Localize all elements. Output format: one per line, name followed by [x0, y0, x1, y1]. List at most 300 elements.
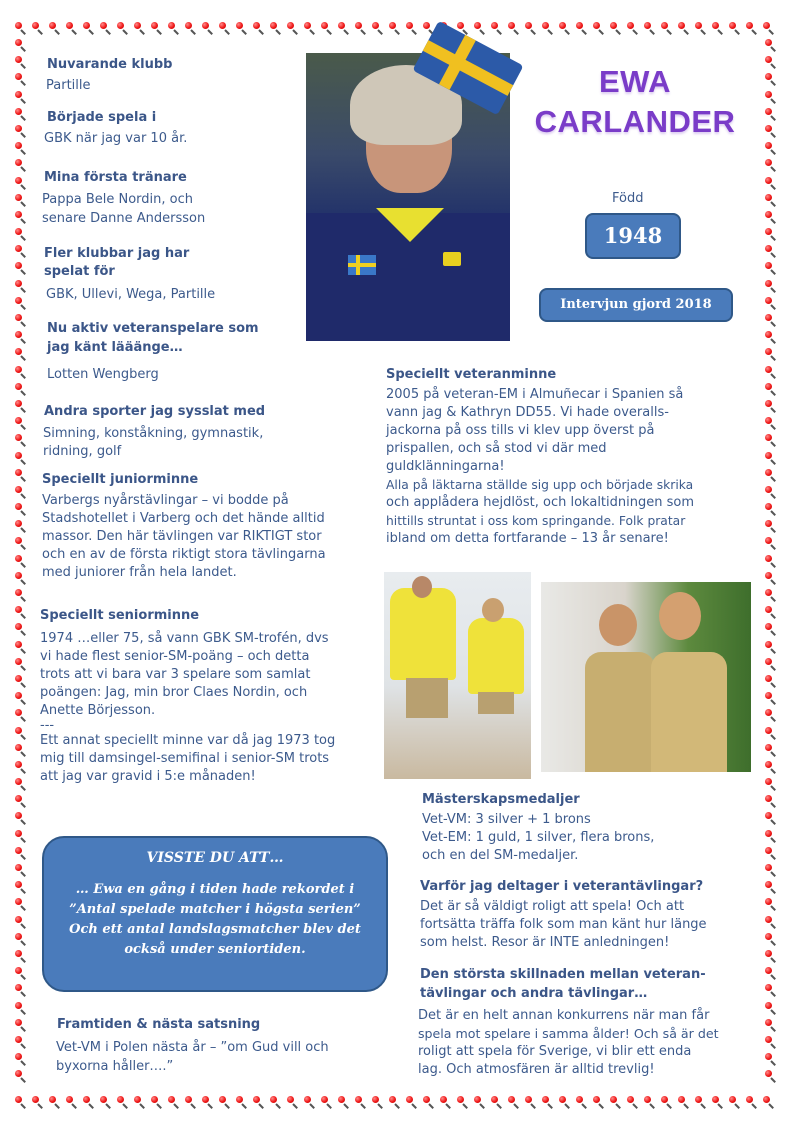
pushpin-icon — [252, 1094, 269, 1111]
pushpin-icon — [14, 570, 31, 587]
pushpin-icon — [14, 690, 31, 707]
did-you-know-title: VISSTE DU ATT… — [146, 850, 284, 866]
pushpin-icon — [764, 742, 781, 759]
pushpin-icon — [201, 20, 218, 37]
born-label: Född — [612, 191, 644, 206]
name-last: CARLANDER — [534, 104, 736, 139]
pin-border-right — [764, 37, 781, 1085]
shirt-badge-icon — [443, 252, 461, 266]
pushpin-icon — [764, 518, 781, 535]
pushpin-icon — [14, 553, 31, 570]
pushpin-icon — [405, 20, 422, 37]
pushpin-icon — [764, 209, 781, 226]
future-line-1: Vet-VM i Polen nästa år – ”om Gud vill och — [56, 1040, 329, 1055]
portrait-collar — [376, 208, 444, 242]
difference-heading-1: Den största skillnaden mellan veteran- — [420, 967, 706, 982]
pushpin-icon — [626, 20, 643, 37]
pushpin-icon — [14, 587, 31, 604]
pushpin-icon — [14, 398, 31, 415]
difference-line: Det är en helt annan konkurrens när man får — [418, 1008, 710, 1023]
pushpin-icon — [14, 639, 31, 656]
pushpin-icon — [65, 1094, 82, 1111]
pushpin-icon — [14, 71, 31, 88]
pushpin-icon — [764, 948, 781, 965]
pushpin-icon — [764, 37, 781, 54]
pushpin-icon — [303, 1094, 320, 1111]
pushpin-icon — [764, 295, 781, 312]
difference-text — [418, 1007, 719, 1079]
junior-line: och en av de första riktigt stora tävlingarna — [42, 547, 326, 562]
veteran-memory-line: vann jag & Kathryn DD55. Vi hade overalls- — [386, 405, 669, 420]
pushpin-icon — [764, 828, 781, 845]
senior-line: poängen: Jag, min bror Claes Nordin, och — [40, 685, 308, 700]
veteran-memory-line: och applådera hejdlöst, och lokaltidningen som — [386, 495, 694, 510]
sports-heading: Andra sporter jag sysslat med — [44, 404, 266, 419]
pushpin-icon — [764, 484, 781, 501]
pushpin-icon — [764, 381, 781, 398]
pushpin-icon — [14, 346, 31, 363]
pushpin-icon — [14, 501, 31, 518]
person-a-head — [599, 604, 637, 646]
pushpin-icon — [764, 54, 781, 71]
pushpin-icon — [764, 793, 781, 810]
pushpin-icon — [764, 553, 781, 570]
pushpin-icon — [14, 209, 31, 226]
difference-line: roligt att spela för Sverige, vi blir ett enda — [418, 1044, 692, 1059]
pushpin-icon — [167, 1094, 184, 1111]
senior-line: --- — [40, 718, 55, 733]
pin-border-top — [14, 20, 779, 37]
pushpin-icon — [116, 20, 133, 37]
pushpin-icon — [507, 1094, 524, 1111]
pushpin-icon — [286, 20, 303, 37]
pushpin-icon — [14, 140, 31, 157]
pushpin-icon — [711, 20, 728, 37]
did-you-know-line: … Ewa en gång i tiden hade rekordet i — [75, 882, 355, 897]
did-you-know-line: Och ett antal landslagsmatcher blev det — [69, 922, 361, 937]
pushpin-icon — [609, 20, 626, 37]
gold-dresses-photo — [541, 582, 751, 772]
pushpin-icon — [14, 776, 31, 793]
why-line: som helst. Resor är INTE anledningen! — [420, 935, 670, 950]
pushpin-icon — [14, 89, 31, 106]
coaches-line-1: Pappa Bele Nordin, och — [42, 192, 193, 207]
pushpin-icon — [473, 1094, 490, 1111]
medals-heading: Mästerskapsmedaljer — [422, 792, 580, 807]
pushpin-icon — [388, 20, 405, 37]
junior-line: massor. Den här tävlingen var RIKTIGT stor — [42, 529, 322, 544]
started-text: GBK när jag var 10 år. — [44, 131, 188, 146]
clubs-text: GBK, Ullevi, Wega, Partille — [46, 287, 216, 302]
pushpin-icon — [14, 982, 31, 999]
person-a-dress — [585, 652, 655, 772]
veteran-memory-line: Alla på läktarna ställde sig upp och började skrika — [386, 478, 694, 492]
pushpin-icon — [764, 1017, 781, 1034]
pushpin-icon — [764, 450, 781, 467]
pushpin-icon — [252, 20, 269, 37]
pushpin-icon — [320, 1094, 337, 1111]
pushpin-icon — [14, 312, 31, 329]
pushpin-icon — [764, 415, 781, 432]
coaches-line-2: senare Danne Andersson — [42, 211, 206, 226]
pushpin-icon — [764, 810, 781, 827]
pushpin-icon — [507, 20, 524, 37]
pushpin-icon — [764, 329, 781, 346]
pushpin-icon — [728, 20, 745, 37]
person-right-head — [482, 598, 504, 622]
pushpin-icon — [643, 1094, 660, 1111]
pushpin-icon — [167, 20, 184, 37]
pushpin-icon — [764, 89, 781, 106]
pushpin-icon — [764, 501, 781, 518]
pushpin-icon — [99, 20, 116, 37]
pushpin-icon — [764, 587, 781, 604]
pushpin-icon — [541, 1094, 558, 1111]
pushpin-icon — [728, 1094, 745, 1111]
pushpin-icon — [764, 759, 781, 776]
pushpin-icon — [14, 896, 31, 913]
senior-line: mig till damsingel-semifinal i senior-SM trots — [40, 751, 330, 766]
why-text — [420, 898, 707, 952]
pushpin-icon — [694, 20, 711, 37]
pushpin-icon — [337, 1094, 354, 1111]
pushpin-icon — [764, 725, 781, 742]
pushpin-icon — [592, 1094, 609, 1111]
medals-line: och en del SM-medaljer. — [422, 848, 579, 863]
junior-line: Varbergs nyårstävlingar – vi bodde på — [42, 493, 289, 508]
junior-line: med juniorer från hela landet. — [42, 565, 237, 580]
pushpin-icon — [764, 278, 781, 295]
difference-line: spela mot spelare i samma ålder! Och så är det — [418, 1026, 719, 1041]
interview-badge: Intervjun gjord 2018 — [539, 288, 733, 322]
person-right-skirt — [478, 692, 514, 714]
person-b-head — [659, 592, 701, 640]
pushpin-icon — [14, 295, 31, 312]
pushpin-icon — [371, 1094, 388, 1111]
clubs-heading-2: spelat för — [44, 264, 115, 279]
junior-heading: Speciellt juniorminne — [42, 472, 199, 487]
why-line: Det är så väldigt roligt att spela! Och att — [420, 899, 685, 914]
pushpin-icon — [764, 1000, 781, 1017]
pushpin-icon — [14, 518, 31, 535]
pushpin-icon — [694, 1094, 711, 1111]
pushpin-icon — [764, 639, 781, 656]
senior-text — [40, 630, 385, 786]
pushpin-icon — [14, 828, 31, 845]
pushpin-icon — [48, 1094, 65, 1111]
pushpin-icon — [592, 20, 609, 37]
pushpin-icon — [235, 20, 252, 37]
pushpin-icon — [764, 175, 781, 192]
pushpin-icon — [14, 1068, 31, 1085]
pushpin-icon — [14, 329, 31, 346]
pushpin-icon — [14, 810, 31, 827]
senior-line: Ett annat speciellt minne var då jag 1973 tog — [40, 733, 336, 748]
pushpin-icon — [14, 759, 31, 776]
pushpin-icon — [31, 20, 48, 37]
veteran-memory-line: hittills struntat i oss kom springande. Folk pratar — [386, 514, 686, 528]
pushpin-icon — [626, 1094, 643, 1111]
pushpin-icon — [201, 1094, 218, 1111]
shirt-flag-icon — [348, 255, 376, 275]
pushpin-icon — [388, 1094, 405, 1111]
pushpin-icon — [764, 673, 781, 690]
pushpin-icon — [184, 1094, 201, 1111]
pushpin-icon — [116, 1094, 133, 1111]
difference-heading-2: tävlingar och andra tävlingar… — [420, 986, 648, 1001]
pushpin-icon — [14, 37, 31, 54]
pushpin-icon — [764, 226, 781, 243]
pushpin-icon — [14, 226, 31, 243]
pushpin-icon — [558, 1094, 575, 1111]
pushpin-icon — [764, 123, 781, 140]
pushpin-icon — [764, 243, 781, 260]
pushpin-icon — [48, 20, 65, 37]
clubs-heading-1: Fler klubbar jag har — [44, 246, 190, 261]
pushpin-icon — [14, 604, 31, 621]
pushpin-icon — [14, 54, 31, 71]
pushpin-icon — [643, 20, 660, 37]
pushpin-icon — [14, 432, 31, 449]
pushpin-icon — [14, 621, 31, 638]
pushpin-icon — [14, 381, 31, 398]
pushpin-icon — [99, 1094, 116, 1111]
pushpin-icon — [764, 776, 781, 793]
pushpin-icon — [14, 965, 31, 982]
veteran-memory-line: 2005 på veteran-EM i Almuñecar i Spanien så — [386, 387, 684, 402]
pushpin-icon — [14, 879, 31, 896]
pushpin-icon — [609, 1094, 626, 1111]
pushpin-icon — [764, 1034, 781, 1051]
pushpin-icon — [764, 140, 781, 157]
pushpin-icon — [337, 20, 354, 37]
pushpin-icon — [14, 260, 31, 277]
pushpin-icon — [764, 1051, 781, 1068]
pushpin-icon — [150, 1094, 167, 1111]
pushpin-icon — [269, 1094, 286, 1111]
did-you-know-box — [42, 836, 388, 992]
medals-line: Vet-VM: 3 silver + 1 brons — [422, 812, 591, 827]
pushpin-icon — [745, 20, 762, 37]
pushpin-icon — [14, 192, 31, 209]
pushpin-icon — [14, 1094, 31, 1111]
senior-line: Anette Börjesson. — [40, 703, 156, 718]
pushpin-icon — [150, 20, 167, 37]
pushpin-icon — [133, 20, 150, 37]
medals-line: Vet-EM: 1 guld, 1 silver, flera brons, — [422, 830, 655, 845]
pushpin-icon — [764, 535, 781, 552]
pushpin-icon — [14, 123, 31, 140]
pushpin-icon — [677, 1094, 694, 1111]
person-left-jacket — [390, 588, 456, 680]
person-b-dress — [651, 652, 727, 772]
pushpin-icon — [575, 1094, 592, 1111]
pushpin-icon — [764, 914, 781, 931]
pushpin-icon — [65, 20, 82, 37]
pushpin-icon — [764, 346, 781, 363]
pushpin-icon — [14, 656, 31, 673]
why-line: fortsätta träffa folk som man känt hur länge — [420, 917, 707, 932]
pushpin-icon — [14, 862, 31, 879]
pushpin-icon — [286, 1094, 303, 1111]
did-you-know-line: ”Antal spelade matcher i högsta serien” — [69, 902, 361, 917]
pushpin-icon — [764, 965, 781, 982]
why-heading: Varför jag deltager i veterantävlingar? — [420, 879, 704, 894]
pushpin-icon — [541, 20, 558, 37]
pushpin-icon — [764, 621, 781, 638]
veteran-memory-text — [386, 386, 761, 548]
pushpin-icon — [764, 931, 781, 948]
pushpin-icon — [764, 879, 781, 896]
pushpin-icon — [762, 1094, 779, 1111]
pushpin-icon — [14, 914, 31, 931]
veteran-memory-line: jackorna på oss tills vi klev upp överst på — [386, 423, 655, 438]
junior-line: Stadshotellet i Varberg och det hände alltid — [42, 511, 325, 526]
pushpin-icon — [269, 20, 286, 37]
pushpin-icon — [14, 415, 31, 432]
pushpin-icon — [14, 1000, 31, 1017]
pushpin-icon — [14, 364, 31, 381]
veteran-friend-text: Lotten Wengberg — [47, 367, 159, 382]
pushpin-icon — [184, 20, 201, 37]
junior-text — [42, 492, 387, 582]
pushpin-icon — [764, 192, 781, 209]
pushpin-icon — [456, 1094, 473, 1111]
pushpin-icon — [490, 20, 507, 37]
pushpin-icon — [745, 1094, 762, 1111]
pushpin-icon — [14, 1017, 31, 1034]
pushpin-icon — [354, 20, 371, 37]
name-first: EWA — [598, 64, 672, 99]
pushpin-icon — [764, 604, 781, 621]
pushpin-icon — [354, 1094, 371, 1111]
pushpin-icon — [524, 20, 541, 37]
pushpin-icon — [764, 896, 781, 913]
pushpin-icon — [764, 707, 781, 724]
pushpin-icon — [439, 1094, 456, 1111]
sports-line-2: ridning, golf — [43, 444, 122, 459]
pushpin-icon — [764, 364, 781, 381]
pushpin-icon — [14, 484, 31, 501]
future-line-2: byxorna håller….” — [56, 1059, 174, 1074]
senior-line: vi hade flest senior-SM-poäng – och detta — [40, 649, 310, 664]
senior-line: trots att vi bara var 3 spelare som samlat — [40, 667, 311, 682]
pushpin-icon — [764, 656, 781, 673]
pushpin-icon — [14, 20, 31, 37]
veteran-memory-line: guldklänningarna! — [386, 459, 505, 474]
sports-line-1: Simning, konståkning, gymnastik, — [43, 426, 264, 441]
pushpin-icon — [14, 1034, 31, 1051]
pushpin-icon — [14, 157, 31, 174]
pushpin-icon — [422, 1094, 439, 1111]
pushpin-icon — [764, 260, 781, 277]
pushpin-icon — [764, 982, 781, 999]
pushpin-icon — [218, 20, 235, 37]
pin-border-left — [14, 37, 31, 1085]
started-heading: Började spela i — [47, 110, 157, 125]
pushpin-icon — [14, 742, 31, 759]
senior-line: 1974 …eller 75, så vann GBK SM-trofén, dvs — [40, 631, 329, 646]
pushpin-icon — [14, 106, 31, 123]
pushpin-icon — [764, 312, 781, 329]
pushpin-icon — [764, 467, 781, 484]
pushpin-icon — [14, 948, 31, 965]
pushpin-icon — [14, 467, 31, 484]
pushpin-icon — [764, 1068, 781, 1085]
pushpin-icon — [14, 535, 31, 552]
jackets-photo — [384, 572, 531, 779]
pushpin-icon — [558, 20, 575, 37]
senior-line: att jag var gravid i 5:e månaden! — [40, 769, 256, 784]
pushpin-icon — [764, 690, 781, 707]
veteran-friend-heading-1: Nu aktiv veteranspelare som — [47, 321, 259, 336]
pushpin-icon — [82, 1094, 99, 1111]
person-right-jacket — [468, 618, 524, 694]
pushpin-icon — [14, 845, 31, 862]
pushpin-icon — [764, 398, 781, 415]
veteran-friend-heading-2: jag känt lääänge… — [47, 340, 183, 355]
pushpin-icon — [764, 862, 781, 879]
pushpin-icon — [14, 931, 31, 948]
did-you-know-line: också under seniortiden. — [124, 942, 306, 957]
pushpin-icon — [764, 432, 781, 449]
pushpin-icon — [303, 20, 320, 37]
pushpin-icon — [14, 1051, 31, 1068]
pushpin-icon — [320, 20, 337, 37]
pushpin-icon — [82, 20, 99, 37]
pushpin-icon — [31, 1094, 48, 1111]
pushpin-icon — [235, 1094, 252, 1111]
pushpin-icon — [764, 570, 781, 587]
pushpin-icon — [14, 175, 31, 192]
pushpin-icon — [14, 707, 31, 724]
pushpin-icon — [764, 106, 781, 123]
club-text: Partille — [46, 78, 91, 93]
pushpin-icon — [371, 20, 388, 37]
person-left-skirt — [406, 678, 448, 718]
pushpin-icon — [677, 20, 694, 37]
pushpin-icon — [660, 20, 677, 37]
veteran-memory-heading: Speciellt veteranminne — [386, 367, 557, 382]
senior-heading: Speciellt seniorminne — [40, 608, 200, 623]
pushpin-icon — [14, 243, 31, 260]
pushpin-icon — [133, 1094, 150, 1111]
pushpin-icon — [14, 673, 31, 690]
pushpin-icon — [575, 20, 592, 37]
pushpin-icon — [14, 793, 31, 810]
pushpin-icon — [14, 278, 31, 295]
club-heading: Nuvarande klubb — [47, 57, 173, 72]
pin-border-bottom — [14, 1094, 779, 1111]
pushpin-icon — [218, 1094, 235, 1111]
difference-line: lag. Och atmosfären är alltid trevlig! — [418, 1062, 655, 1077]
pushpin-icon — [762, 20, 779, 37]
pushpin-icon — [405, 1094, 422, 1111]
pushpin-icon — [660, 1094, 677, 1111]
future-heading: Framtiden & nästa satsning — [57, 1017, 261, 1032]
veteran-memory-line: prispallen, och så stod vi där med — [386, 441, 607, 456]
pushpin-icon — [490, 1094, 507, 1111]
pushpin-icon — [473, 20, 490, 37]
medals-text — [422, 811, 654, 865]
person-left-head — [412, 576, 432, 598]
pushpin-icon — [764, 71, 781, 88]
pushpin-icon — [764, 845, 781, 862]
pushpin-icon — [14, 450, 31, 467]
born-year-badge: 1948 — [585, 213, 681, 259]
coaches-heading: Mina första tränare — [44, 170, 187, 185]
pushpin-icon — [711, 1094, 728, 1111]
